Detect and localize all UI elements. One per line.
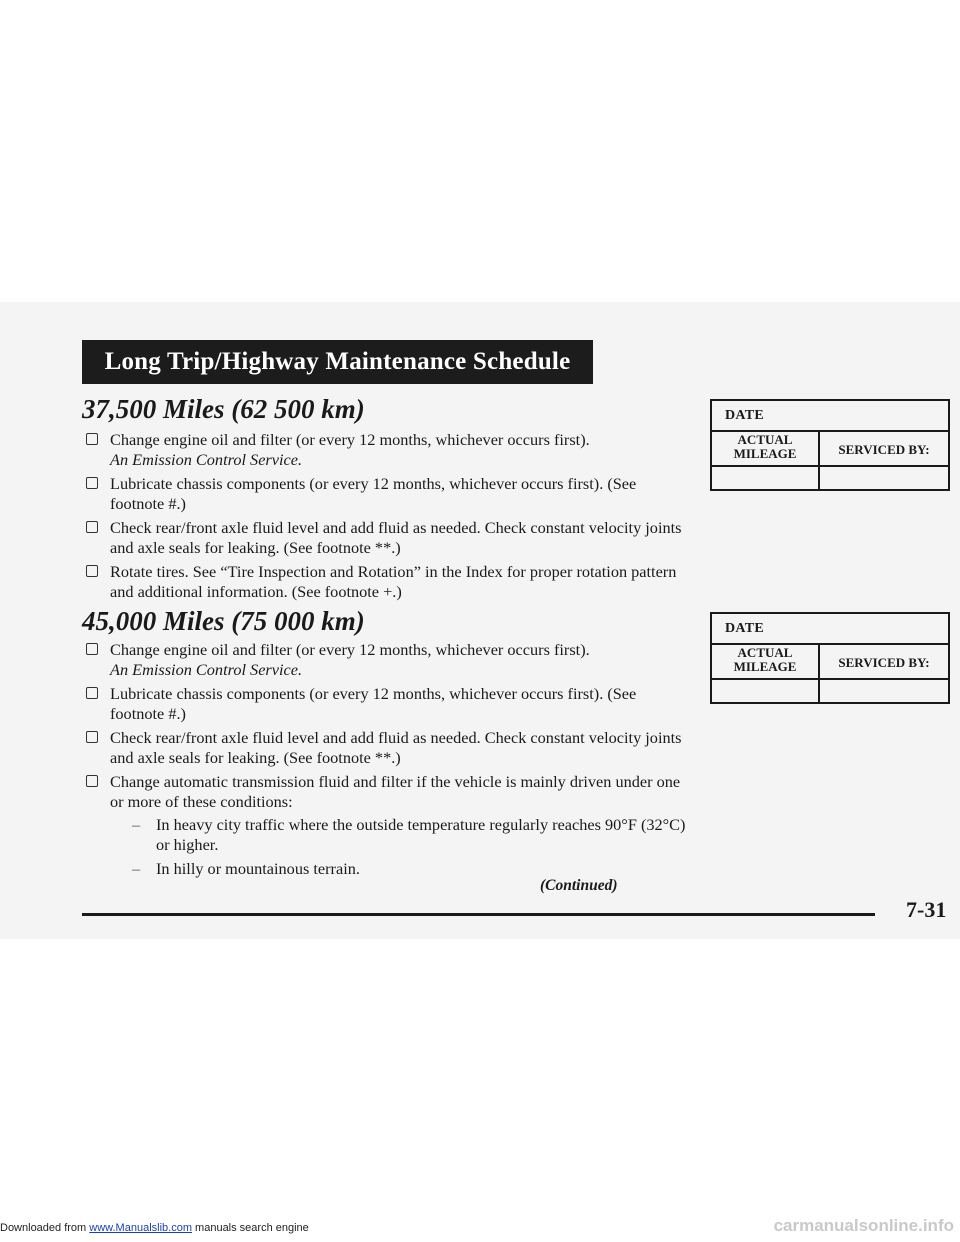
list-item (86, 562, 686, 601)
list-item (86, 772, 686, 879)
checkbox-icon (86, 565, 98, 577)
item-text: Lubricate chassis components (or every 12 months, whichever occurs first). (See footnote #.) (110, 684, 637, 723)
item-note: An Emission Control Service. (110, 449, 303, 469)
watermark: carmanualsonline.info (773, 1216, 954, 1235)
item-note: An Emission Control Service. (110, 659, 303, 679)
list-item (86, 430, 686, 469)
continued-label: (Continued) (540, 877, 618, 894)
list-item (86, 684, 686, 723)
page-number: 7-31 (906, 897, 947, 922)
item-text: Check rear/front axle fluid level and add fluid as needed. Check constant velocity joints and axle seals for leaking. (See footnote **.) (110, 518, 682, 557)
checkbox-icon (86, 643, 98, 655)
mileage-label-line2: MILEAGE (733, 446, 797, 461)
list-item (86, 640, 686, 679)
divider (818, 430, 820, 491)
actual-mileage-label (712, 646, 818, 674)
item-text: Change engine oil and filter (or every 12 months, whichever occurs first). (110, 640, 590, 659)
date-label: DATE (725, 408, 765, 423)
actual-mileage-label (712, 433, 818, 461)
list-item (86, 518, 686, 557)
checkbox-icon (86, 687, 98, 699)
footer-suffix: manuals search engine (195, 1222, 309, 1234)
section-heading-45000: 45,000 Miles (75 000 km) (82, 606, 365, 636)
checkbox-icon (86, 775, 98, 787)
checkbox-icon (86, 521, 98, 533)
date-label: DATE (725, 621, 765, 636)
section-banner: Long Trip/Highway Maintenance Schedule (82, 340, 593, 384)
condition-item (132, 859, 686, 879)
condition-item (132, 815, 686, 854)
divider (712, 465, 948, 467)
section-heading-37500: 37,500 Miles (62 500 km) (82, 394, 365, 424)
item-text: Change automatic transmission fluid and filter if the vehicle is mainly driven under one or more of these conditions: (110, 772, 681, 811)
service-list-45000 (86, 640, 686, 884)
mileage-label-line2: MILEAGE (733, 659, 797, 674)
manualslib-link[interactable]: www.Manualslib.com (89, 1222, 192, 1234)
checkbox-icon (86, 433, 98, 445)
dash-bullet-icon: – (132, 815, 141, 834)
list-item (86, 728, 686, 767)
footer-prefix: Downloaded from (0, 1222, 87, 1234)
mileage-label-line1: ACTUAL (737, 432, 793, 447)
item-text: Check rear/front axle fluid level and add fluid as needed. Check constant velocity joints and axle seals for leaking. (See footnote **.) (110, 728, 682, 767)
serviced-by-label: SERVICED BY: (838, 655, 930, 670)
footer-rule (82, 913, 875, 916)
serviced-by-label: SERVICED BY: (838, 442, 930, 457)
condition-text: In heavy city traffic where the outside temperature regularly reaches 90°F (32°C) or higher. (156, 815, 686, 854)
service-record-box (710, 399, 950, 491)
condition-text: In hilly or mountainous terrain. (156, 859, 360, 878)
conditions-list (132, 815, 686, 879)
mileage-label-line1: ACTUAL (737, 645, 793, 660)
item-text: Change engine oil and filter (or every 12 months, whichever occurs first). (110, 430, 590, 449)
divider (712, 678, 948, 680)
service-list-37500 (86, 430, 686, 606)
item-text: Lubricate chassis components (or every 12 months, whichever occurs first). (See footnote #.) (110, 474, 637, 513)
list-item (86, 474, 686, 513)
checkbox-icon (86, 731, 98, 743)
item-text: Rotate tires. See “Tire Inspection and Rotation” in the Index for proper rotation pattern and additional information. (See footnote +.) (110, 562, 677, 601)
divider (818, 643, 820, 704)
service-record-box (710, 612, 950, 704)
download-footer (0, 1222, 309, 1234)
checkbox-icon (86, 477, 98, 489)
dash-bullet-icon: – (132, 859, 141, 878)
